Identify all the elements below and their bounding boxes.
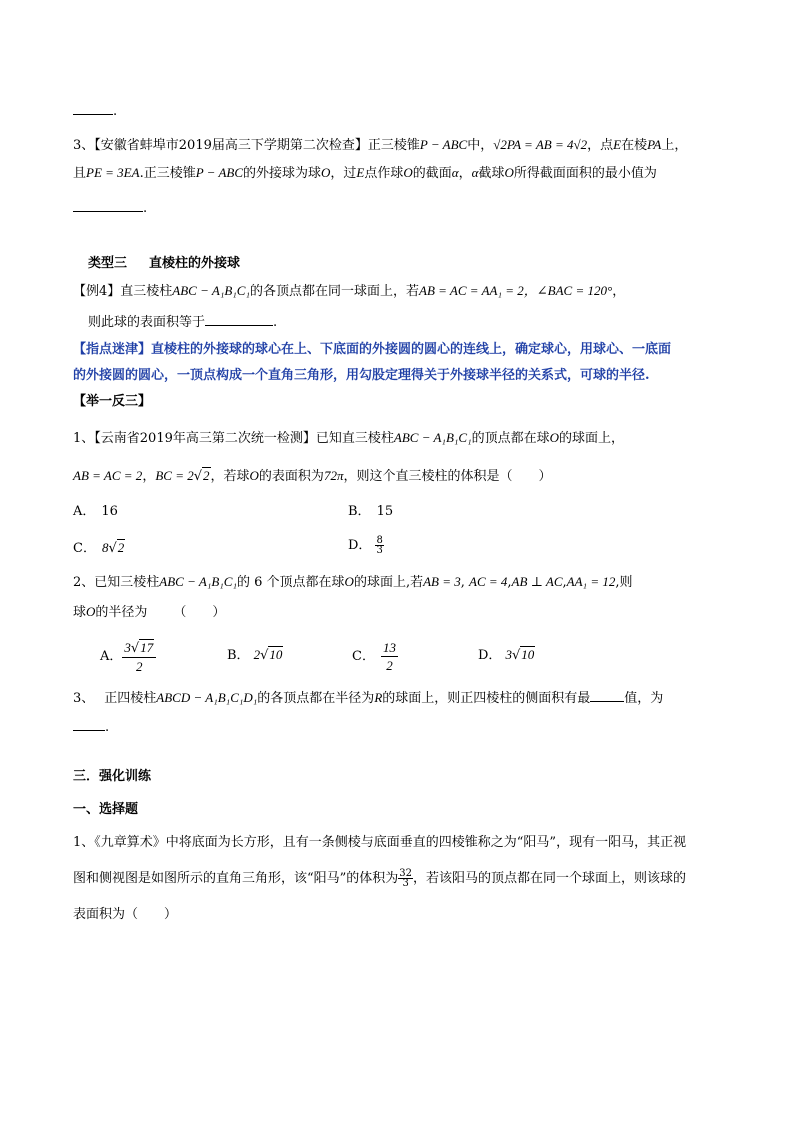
denominator: 2 [136,658,143,674]
math-sphere: O [249,468,259,483]
math-radicand: 17 [140,639,154,655]
end-mark: . [273,315,278,330]
option-value: 16 [101,504,118,519]
denominator: 2 [386,658,393,673]
practice-1-line2 [73,466,551,487]
text: 直三棱柱 [120,284,173,299]
math-area: 72π [323,468,344,483]
option-value: 2 [253,647,261,662]
text: 的球面上， [559,431,625,446]
text: 上， [661,138,688,153]
option-label: D． [348,538,372,553]
text: 截球 [478,166,505,181]
text: ， [612,284,626,299]
denominator: 3 [376,545,383,556]
training-1-line2 [73,869,686,889]
text: .正三棱锥 [139,166,196,181]
text: 图和侧视图是如图所示的直角三角形，该“阳马”的体积为 [73,871,399,886]
text: 的各顶点都在同一球面上，若 [250,284,420,299]
math-condition: PE = 3EA [86,165,140,180]
text: 的外接球为球 [243,166,322,181]
tip-text: 直棱柱的外接球的球心在上、下底面的外接圆的圆心的连线上，确定球心，用球心、一底面 [151,342,672,357]
text: 值，为 [624,691,664,706]
fraction [398,869,413,888]
text: 则此球的表面积等于 [88,315,206,330]
math-prism: ABC − A₁B₁C₁ [172,283,250,298]
text: 《九章算术》中将底面为长方形，且有一条侧棱与底面垂直的四棱锥称之为“阳马”，现有一阳马，其正视 [94,835,687,850]
option-c[interactable] [352,637,398,677]
numerator: 32 [399,868,413,879]
math-radicand: 2 [203,468,210,483]
practice-3-line1 [73,687,663,709]
text: 的球面上,若 [353,575,424,590]
math-point-e: E [613,137,622,152]
math-condition: √2PA = AB = 4√2 [493,137,588,152]
practice-2-line2 [73,602,225,623]
math-plane: α [451,165,459,180]
example-4-line1 [73,281,625,302]
tip-tag: 【指点迷津】 [73,342,152,357]
text: 所得截面面积的最小值为 [513,166,657,181]
math-radius: R [374,690,383,705]
text: ，若该阳马的顶点都在同一个球面上，则该球的 [413,871,687,886]
math-pyramid: P − ABC [419,137,468,152]
text: 已知直三棱柱 [315,431,394,446]
math-condition: AB = AC = AA₁ = 2，∠BAC = 120° [419,283,613,298]
text: ，若球 [210,469,250,484]
text: ，点 [587,138,614,153]
sqrt-symbol: √ [193,469,203,484]
text: 的表面积为 [258,469,324,484]
question-3-line2 [73,163,657,184]
fraction [122,639,156,675]
option-a[interactable] [100,637,156,677]
text: 的顶点都在球 [471,431,550,446]
question-3-answer [73,197,147,219]
option-label: A． [100,649,123,664]
option-label: D． [478,648,502,663]
math-point-e: E [356,165,365,180]
math-sphere: O [549,430,559,445]
practice-1-line1 [73,428,624,449]
math-prism: ABC − A₁B₁C₁ [159,574,237,589]
type-title: 直棱柱的外接球 [149,256,241,271]
text: ， [458,166,472,181]
text: 的球面上，则正四棱柱的侧面积有最 [382,691,591,706]
end-mark: . [143,201,148,216]
option-d[interactable] [348,536,384,556]
section-title: 三．强化训练 [73,769,152,784]
top-answer-line [73,100,117,122]
option-label: B． [348,504,371,519]
tip-line1 [73,340,671,360]
text: 已知三棱柱 [94,575,160,590]
answer-blank [73,100,113,115]
denominator: 3 [402,878,409,889]
answer-blank [205,311,273,326]
math-pyramid: P − ABC [195,165,243,180]
answer-blank [73,197,143,212]
example-4-line2 [88,311,277,333]
text: 点作球 [364,166,404,181]
math-prism: ABC − A₁B₁C₁ [393,430,472,445]
math-prism: ABCD − A₁B₁C₁D₁ [156,690,258,705]
text: 表面积为（ ） [73,907,178,922]
math-sphere: O [86,604,96,619]
text: 的截面 [412,166,452,181]
option-value: 8 [101,540,109,555]
answer-blank [590,687,624,702]
text: 在棱 [621,138,648,153]
example-tag: 【例4】 [73,284,121,299]
question-source: 【安徽省蚌埠市2019届高三下学期第二次检查】 [94,138,368,153]
math-condition: BC = 2 [155,468,194,483]
question-number: 3、 [73,138,95,153]
option-label: C． [352,649,375,664]
math-condition: AB ⊥ AC [511,574,563,589]
juyi-heading [73,392,151,412]
option-value: 15 [376,504,394,519]
math-edge: PA [647,137,662,152]
end-mark: . [113,104,118,119]
option-value: 3 [505,647,512,662]
math-sphere: O [321,165,331,180]
text: 正三棱锥 [367,138,420,153]
text: ， [142,469,156,484]
math-condition: AB = 3 [423,574,461,589]
numerator: 13 [382,640,396,655]
tip-line2 [73,366,650,386]
math-radicand: 2 [117,540,125,555]
text: 的半径为 [95,605,148,620]
sqrt-symbol: √ [108,541,117,556]
math-condition: AC = 4 [469,574,508,589]
section-heading [73,767,151,787]
separator: , [562,575,567,590]
text: ，则这个直三棱柱的体积是（ ） [343,469,552,484]
question-number: 3、 [73,691,95,706]
math-plane: α [471,165,479,180]
practice-2-line1 [73,572,633,593]
math-condition: AA₁ = 12 [566,574,616,589]
option-label: C． [73,541,96,556]
numerator [122,639,156,658]
option-b[interactable] [227,645,283,666]
text: 的 6 个顶点都在球 [237,575,345,590]
text: ，过 [330,166,357,181]
text: ,则 [615,575,633,590]
fraction [381,639,398,674]
tip-text: 的外接圆的圆心，一顶点构成一个直角三角形，用勾股定理得关于外接球半径的关系式，可球的半径. [73,368,650,383]
math-sphere: O [403,165,413,180]
option-label: A． [73,504,96,519]
text: 球 [73,605,87,620]
math-condition: AB = AC = 2 [73,468,143,483]
text: 的各顶点都在半径为 [257,691,375,706]
question-number: 2、 [73,575,95,590]
question-number: 1、 [73,431,95,446]
coefficient: 3 [124,639,131,655]
practice-3-line2 [73,716,109,738]
type-label: 类型三 [88,256,128,271]
text: 中， [467,138,494,153]
question-source: 【云南省2019年高三第二次统一检测】 [94,431,316,446]
fraction [375,536,383,555]
math-sphere: O [344,574,354,589]
option-a[interactable] [73,502,118,522]
sqrt-symbol: √ [130,640,140,656]
question-3-line1 [73,135,687,156]
juyi-label: 【举一反三】 [73,394,152,409]
answer-paren: （ ） [173,605,226,620]
math-radicand: 10 [269,647,283,662]
end-mark: . [105,720,110,735]
option-c[interactable] [73,538,125,559]
option-b[interactable] [348,502,393,522]
separator: , [460,575,465,590]
math-radicand: 10 [521,647,535,662]
option-label: B． [227,648,250,663]
option-d[interactable] [478,645,535,666]
subsection-heading [73,800,138,820]
subsection-title: 一、选择题 [73,802,139,817]
numerator: 8 [376,535,383,546]
sqrt-symbol: √ [260,648,269,663]
type-heading [88,254,240,274]
text: 正四棱柱 [104,691,157,706]
sqrt-symbol: √ [511,648,521,663]
training-1-line3 [73,905,177,925]
separator: , [507,575,512,590]
training-1-line1 [73,833,686,853]
question-number: 1、 [73,835,95,850]
text: 且 [73,166,87,181]
math-sphere: O [504,165,514,180]
answer-blank [73,716,105,731]
